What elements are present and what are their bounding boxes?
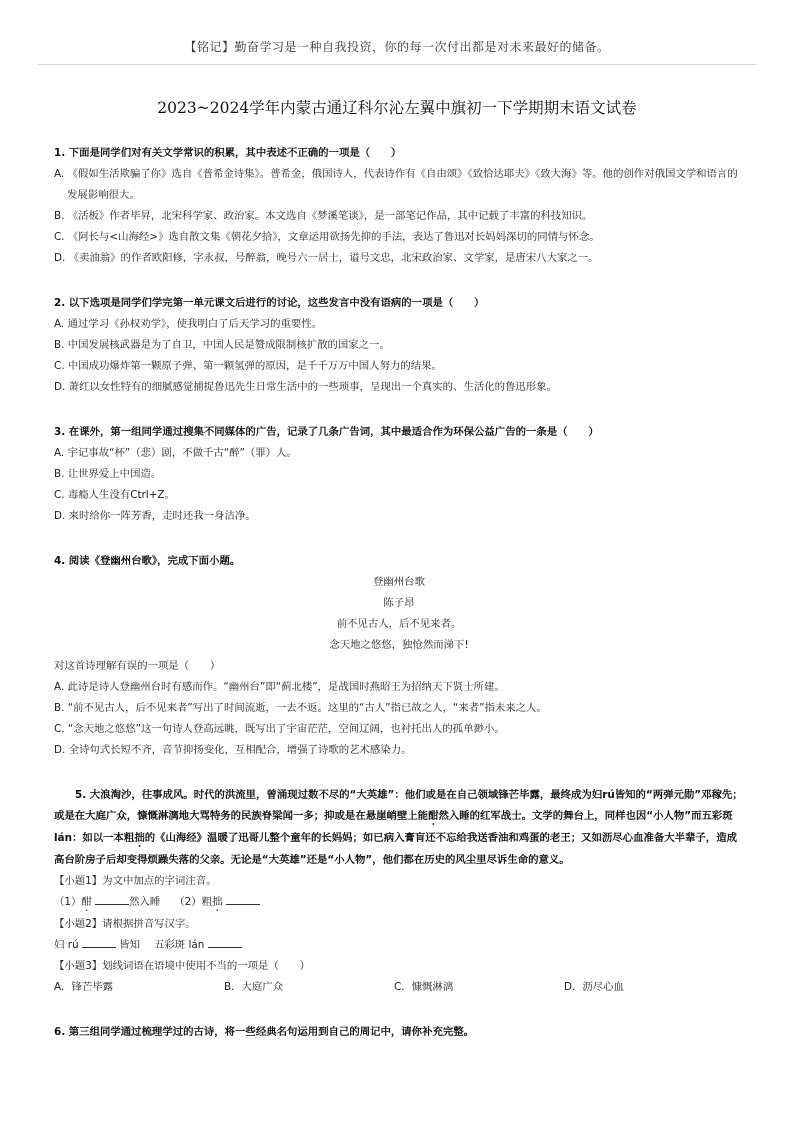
question-4-option-c: C. “念天地之悠悠”这一句诗人登高远眺，既写出了宇宙茫茫，空间辽阔，也衬托出人的孤单渺小。	[54, 723, 505, 735]
question-2-stem: 2. 以下选项是同学们学完第一单元课文后进行的讨论，这些发言中没有语病的一项是（ ）	[54, 297, 485, 309]
sub1-item-1-char: 酣	[81, 896, 92, 908]
passage-part-3: 的《山海经》温暖了迅哥儿整个童年的长妈妈；如已病入膏肓还不忘给我送香油和鸡蛋的老王；又如沥尽心血准备大半辈子，造成高台阶房子后却变得烦躁失落的父亲。无论是“大英雄”还是“小人物”，他们都在历史的风尘里尽诉生命的意义。	[54, 832, 737, 866]
subquestion-3-options	[54, 977, 744, 998]
answer-blank[interactable]	[208, 935, 242, 948]
question-3	[54, 422, 744, 527]
question-1	[54, 143, 744, 269]
question-6	[54, 1022, 744, 1043]
passage-part-2: 然入睡的红军战士。文学的舞台上，同样也因“小人物”而五彩斑 lán：如以一本粗	[54, 810, 733, 844]
question-4-prompt: 对这首诗理解有误的一项是（ ）	[54, 660, 221, 672]
question-1-option-b: B. 《活板》作者毕昇，北宋科学家、政治家。本文选自《梦溪笔谈》，是一部笔记作品，其中记载了丰富的科技知识。	[54, 210, 593, 222]
sub2-item-1-pinyin: 妇 rú	[54, 939, 79, 951]
answer-blank[interactable]	[226, 892, 260, 905]
dotted-char-2: 拙	[134, 832, 145, 844]
sub1-item-2-char: 拙	[212, 896, 223, 908]
subquestion-3: 【小题3】划线词语在语境中使用不当的一项是（ ）	[54, 960, 310, 972]
question-6-stem: 6. 第三组同学通过梳理学过的古诗，将一些经典名句运用到自己的周记中，请你补充完整。	[54, 1026, 475, 1038]
passage-part-1: 5. 大浪淘沙，往事成风。时代的洪流里，曾涌现过数不尽的“大英雄”：他们或是在自己领域锋芒毕露，最终成为妇rú皆知的“两弹元勋”邓稼先；或是在大庭广众，慷慨淋漓地大骂特务的民族脊梁闻一多；抑或是在悬崖峭壁上能	[54, 789, 743, 822]
question-5-passage	[54, 785, 744, 871]
question-3-option-b: B. 让世界爱上中国造。	[54, 468, 162, 480]
header-motto: 【铭记】勤奋学习是一种自我投资，你的每一次付出都是对未来最好的储备。	[184, 40, 610, 54]
question-4	[54, 551, 744, 761]
question-3-option-d: D. 来时给你一阵芳香，走时还我一身洁净。	[54, 510, 256, 522]
exam-content	[54, 143, 744, 1043]
question-1-option-a: A. 《假如生活欺骗了你》选自《普希金诗集》。普希金，俄国诗人，代表诗作有《自由颂》《致恰达耶夫》《致大海》等。他的创作对俄国文学和语言的发展影响很大。	[54, 168, 738, 201]
sub3-option-a: A．锋芒毕露	[54, 981, 114, 993]
answer-blank[interactable]	[95, 892, 129, 905]
question-4-option-a: A. 此诗是诗人登幽州台时有感而作。“幽州台”即“蓟北楼”，是战国时燕昭王为招纳天下贤士所建。	[54, 681, 505, 693]
question-5	[54, 785, 744, 998]
sub3-option-b: B．大庭广众	[224, 981, 284, 993]
page-title: 2023~2024学年内蒙古通辽科尔沁左翼中旗初一下学期期末语文试卷	[157, 99, 637, 117]
poem-line-1: 前不见古人，后不见来者。	[336, 618, 462, 630]
dotted-char-1: 酣	[428, 810, 439, 822]
subquestion-1-items	[54, 892, 744, 914]
question-3-option-a: A. 宇记事故“杯”（悲）剧，不做千古“醉”（罪）人。	[54, 447, 297, 459]
sub2-item-1-rest: 皆知	[119, 939, 140, 951]
subquestion-2: 【小题2】请根据拼音写汉字。	[54, 918, 196, 930]
question-1-option-d: D. 《卖油翁》的作者欧阳修，字永叔，号醉翁，晚号六一居士，谥号文忠，北宋政治家、文学家，是唐宋八大家之一。	[54, 252, 599, 264]
question-4-stem: 4. 阅读《登幽州台歌》，完成下面小题。	[54, 555, 241, 567]
sub1-item-1-number: （1）	[54, 896, 82, 908]
question-2-option-c: C. 中国成功爆炸第一颗原子弹、第一颗氢弹的原因，是千千万万中国人努力的结果。	[54, 360, 442, 372]
poem-title: 登幽州台歌	[373, 576, 425, 588]
question-3-option-c: C. 毒瘾人生没有Ctrl+Z。	[54, 489, 175, 501]
question-1-stem: 1. 下面是同学们对有关文学常识的积累，其中表述不正确的一项是（ ）	[54, 147, 402, 159]
question-2-option-b: B. 中国发展核武器是为了自卫，中国人民是赞成限制核扩散的国家之一。	[54, 339, 390, 351]
subquestion-2-items	[54, 935, 744, 956]
question-3-stem: 3. 在课外，第一组同学通过搜集不同媒体的广告，记录了几条广告词，其中最适合作为环保公益广告的一条是（ ）	[54, 426, 599, 438]
sub3-option-d: D．沥尽心血	[564, 981, 624, 993]
sub3-option-c: C．慷慨淋漓	[394, 981, 454, 993]
header-divider	[38, 64, 756, 65]
sub1-item-1-rest: 然入睡	[129, 896, 161, 908]
question-2-option-a: A. 通过学习《孙权劝学》，使我明白了后天学习的重要性。	[54, 318, 323, 330]
question-2	[54, 293, 744, 398]
poem-author: 陈子昂	[383, 597, 415, 609]
question-4-option-b: B. “前不见古人，后不见来者”写出了时间流逝，一去不返。这里的“古人”指已故之人，“来者”指未来之人。	[54, 702, 547, 714]
question-4-option-d: D. 全诗句式长短不齐，音节抑扬变化，互相配合，增强了诗歌的艺术感染力。	[54, 744, 412, 756]
sub2-item-2-pinyin: 五彩斑 lán	[153, 939, 205, 951]
answer-blank[interactable]	[82, 935, 116, 948]
question-1-option-c: C. 《阿长与<山海经>》选自散文集《朝花夕拾》，文章运用欲扬先抑的手法，表达了鲁迅对长妈妈深切的同情与怀念。	[54, 231, 600, 243]
poem-line-2: 念天地之悠悠，独怆然而涕下!	[329, 639, 469, 651]
question-2-option-d: D. 萧红以女性特有的细腻感觉捕捉鲁迅先生日常生活中的一些琐事，呈现出一个真实的、生活化的鲁迅形象。	[54, 381, 557, 393]
sub1-item-2-text: （2）粗	[174, 896, 213, 908]
subquestion-1: 【小题1】为文中加点的字词注音。	[54, 875, 217, 887]
